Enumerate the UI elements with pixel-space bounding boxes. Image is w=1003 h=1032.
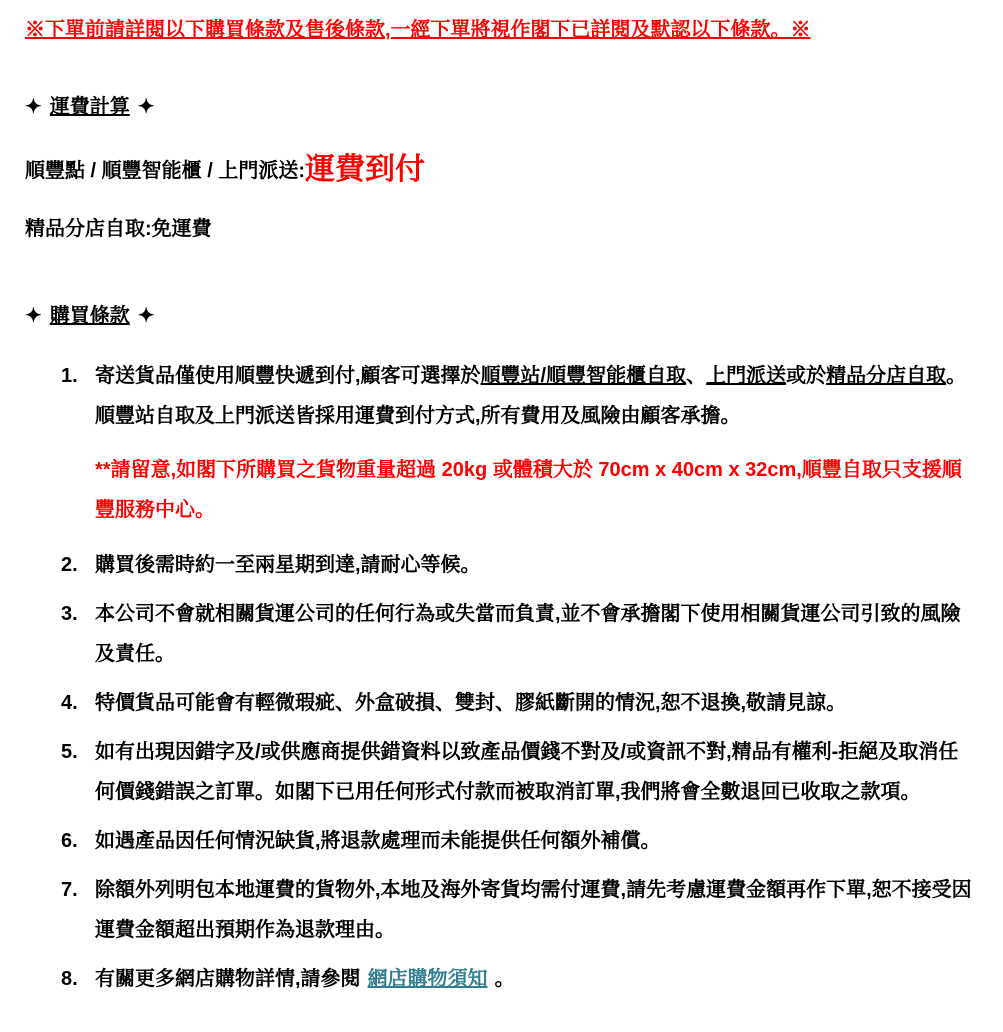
shipping-section-heading xyxy=(25,90,973,119)
weight-limit-note: **請留意,如閣下所購買之貨物重量超過 20kg 或體積大於 70cm x 40cm x 32cm,順豐自取只支援順豐服務中心。 xyxy=(95,459,962,521)
cod-highlight: 運費到付 xyxy=(305,153,425,186)
section-spacer xyxy=(25,241,973,299)
term-segment: 或於 xyxy=(786,365,827,387)
term-text: 購買後需時約一至兩星期到達,請耐心等候。 xyxy=(95,554,481,576)
star-icon: ✦ xyxy=(25,96,42,118)
term-number: 8. xyxy=(61,968,78,990)
shop-guide-link[interactable]: 網店購物須知 xyxy=(367,968,488,990)
term-text: 除額外列明包本地運費的貨物外,本地及海外寄貨均需付運費,請先考慮運費金額再作下單,恕不接受因運費金額超出預期作為退款理由。 xyxy=(95,879,972,941)
store-pickup-line: 精品分店自取:免運費 xyxy=(25,218,212,240)
star-icon: ✦ xyxy=(137,96,155,118)
term-segment: 、 xyxy=(686,365,707,387)
star-icon: ✦ xyxy=(137,305,155,327)
shipping-methods-text: 順豐點 / 順豐智能櫃 / 上門派送: xyxy=(25,160,305,182)
pickup-option-sf-station: 順豐站/順豐智能櫃自取 xyxy=(480,365,687,387)
term-number: 4. xyxy=(61,692,78,714)
term-item-6 xyxy=(61,821,973,861)
term-text: 如有出現因錯字及/或供應商提供錯資料以致產品價錢不對及/或資訊不對,精品有權利-拒絕及取消任何價錢錯誤之訂單。如閣下已用任何形式付款而被取消訂單,我們將會全數退回已收取之款項。 xyxy=(95,741,959,803)
terms-heading-text: 購買條款 xyxy=(49,305,130,327)
star-icon: ✦ xyxy=(25,305,42,327)
term-item-5 xyxy=(61,732,973,812)
term-number: 7. xyxy=(61,879,78,901)
terms-list xyxy=(25,356,973,999)
page-notice: ※下單前請詳閱以下購買條款及售後條款,一經下單將視作閣下已詳閱及默認以下條款。※ xyxy=(25,19,811,41)
pickup-option-door-delivery: 上門派送 xyxy=(706,365,787,387)
term-number: 3. xyxy=(61,603,78,625)
term-item-2 xyxy=(61,545,973,585)
term-text xyxy=(95,959,973,999)
terms-section-heading xyxy=(25,299,973,328)
term-text: 本公司不會就相關貨運公司的任何行為或失當而負責,並不會承擔閣下使用相關貨運公司引致的風險及責任。 xyxy=(95,603,961,665)
term-item-3 xyxy=(61,594,973,674)
term-item-8 xyxy=(61,959,973,999)
term-segment: 有關更多網店購物詳情,請參閱 xyxy=(95,968,361,990)
term-text: 如遇產品因任何情況缺貨,將退款處理而未能提供任何額外補償。 xyxy=(95,830,661,852)
term-number: 6. xyxy=(61,830,78,852)
term-number: 5. xyxy=(61,741,78,763)
shipping-methods-line xyxy=(25,147,973,192)
term-segment: 。順豐站自取及上門派送皆採用運費到付方式,所有費用及風險由顧客承擔。 xyxy=(95,365,967,427)
term-text: 特價貨品可能會有輕微瑕疵、外盒破損、雙封、膠紙斷開的情況,恕不退換,敬請見諒。 xyxy=(95,692,847,714)
pickup-option-store: 精品分店自取 xyxy=(826,365,947,387)
term-segment: 寄送貨品僅使用順豐快遞到付,顧客可選擇於 xyxy=(95,365,481,387)
term-number: 1. xyxy=(61,365,78,387)
term-text xyxy=(95,356,973,436)
term-segment: 。 xyxy=(494,968,515,990)
term-number: 2. xyxy=(61,554,78,576)
term-item-7 xyxy=(61,870,973,950)
term-item-1 xyxy=(61,356,973,536)
shipping-heading-text: 運費計算 xyxy=(49,96,130,118)
term-item-4 xyxy=(61,683,973,723)
